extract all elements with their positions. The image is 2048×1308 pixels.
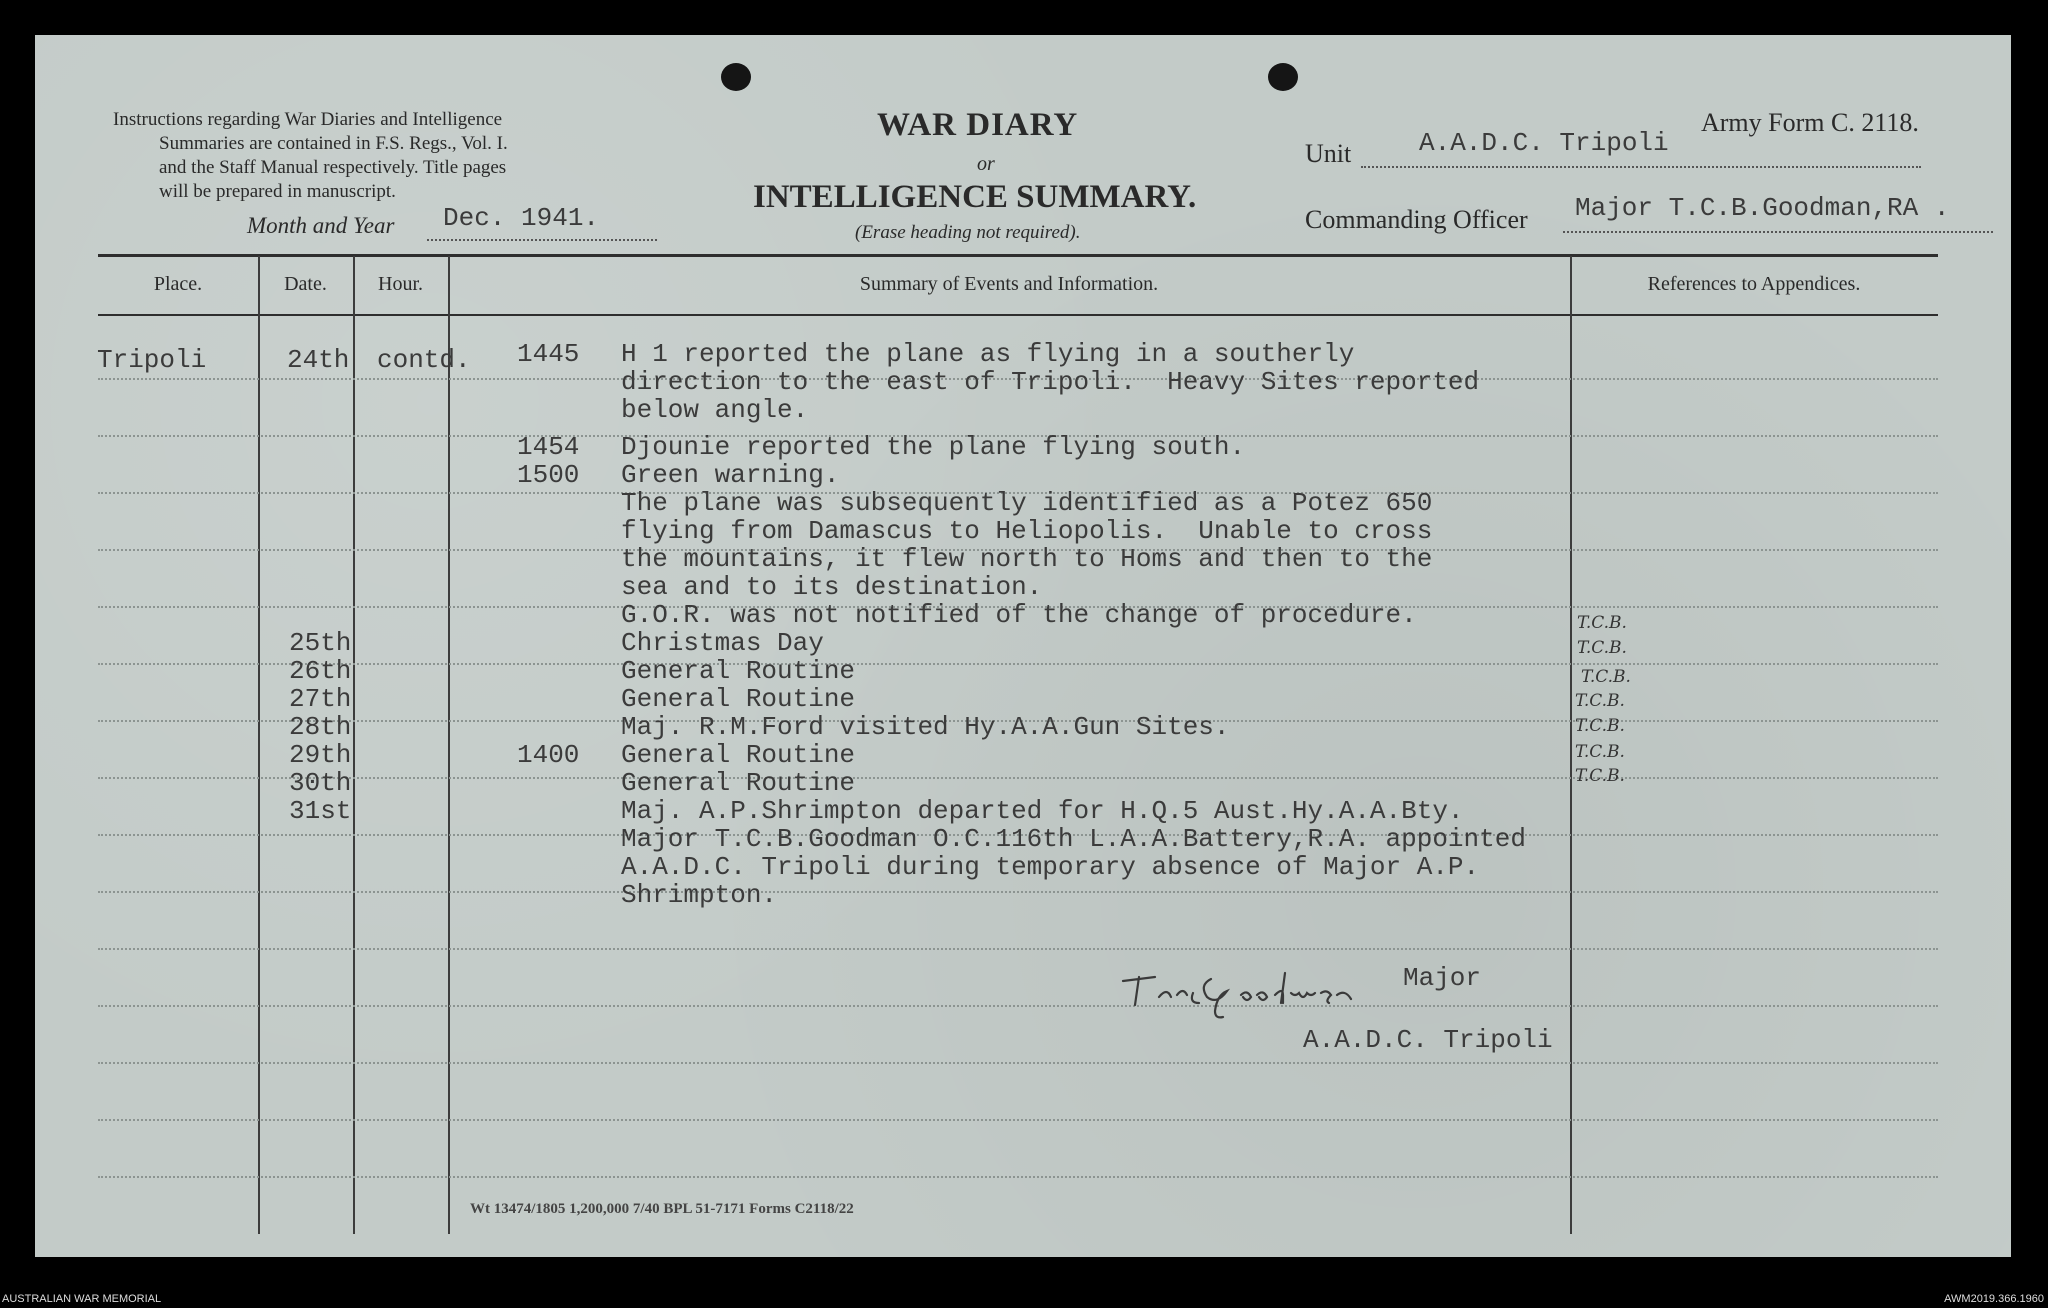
month-year-dots [427, 239, 657, 241]
initials-mark: T.C.B. [1575, 691, 1625, 711]
instructions-block [113, 108, 508, 204]
title-or: or [977, 153, 995, 175]
column-rule-summary [1570, 256, 1572, 1234]
archive-accession-number: AWM2019.366.1960 [1944, 1293, 2044, 1305]
archive-footer [0, 1292, 2048, 1308]
printer-line: Wt 13474/1805 1,200,000 7/40 BPL 51-7171 Forms C2118/22 [470, 1201, 854, 1217]
ruled-line [98, 1119, 1938, 1121]
column-rule-hour [448, 256, 450, 1234]
signature-title: A.A.D.C. Tripoli [1303, 1025, 1553, 1055]
ruled-line [98, 1005, 1938, 1007]
ruled-line [98, 1062, 1938, 1064]
column-rule-place [258, 256, 260, 1234]
instructions-line: will be prepared in manuscript. [159, 181, 396, 202]
entry-hour-1500: 1500 [517, 460, 580, 490]
entry-dates-25-31: 25th 26th 27th 28th 29th 30th 31st [289, 628, 352, 826]
unit-dots [1361, 166, 1921, 168]
erase-heading-note: (Erase heading not required). [855, 222, 1081, 243]
commanding-officer-value: Major T.C.B.Goodman,RA . [1575, 193, 1950, 223]
unit-label: Unit [1305, 139, 1352, 168]
commanding-officer-label: Commanding Officer [1305, 205, 1528, 234]
archive-name: AUSTRALIAN WAR MEMORIAL [2, 1293, 162, 1305]
column-rule-date [353, 256, 355, 1234]
initials-mark: T.C.B. [1575, 716, 1625, 736]
column-header-date: Date. [284, 273, 327, 295]
column-header-summary: Summary of Events and Information. [859, 273, 1159, 295]
entry-hour-1454: 1454 [517, 432, 580, 462]
entry-text-1445: H 1 reported the plane as flying in a southerly direction to the east of Tripoli. Heavy Sites reported below angle. [621, 339, 1480, 425]
initials-mark: T.C.B. [1575, 742, 1625, 762]
entry-text-1454: Djounie reported the plane flying south. [621, 432, 1246, 462]
entry-place: Tripoli [97, 345, 207, 375]
month-year-label: Month and Year [247, 213, 395, 238]
column-header-place: Place. [153, 273, 203, 295]
table-header-rule [98, 314, 1938, 316]
signature-rank: Major [1403, 963, 1482, 993]
instructions-line: Summaries are contained in F.S. Regs., Vol. I. [159, 133, 508, 154]
signature-handwritten [1115, 963, 1415, 1023]
initials-mark: T.C.B. [1581, 667, 1631, 687]
initials-mark: T.C.B. [1577, 638, 1627, 658]
column-header-references: References to Appendices. [1647, 273, 1861, 295]
punch-hole-right [1268, 63, 1298, 91]
unit-value: A.A.D.C. Tripoli [1419, 128, 1669, 158]
month-year-value: Dec. 1941. [443, 203, 600, 233]
title-intelligence-summary: INTELLIGENCE SUMMARY. [753, 179, 1197, 215]
instructions-line: Instructions regarding War Diaries and Intelligence [113, 109, 503, 130]
table-top-rule [98, 254, 1938, 257]
ruled-line [98, 948, 1938, 950]
column-header-hour: Hour. [378, 273, 423, 295]
commanding-officer-dots [1563, 231, 1993, 233]
ruled-line [98, 1176, 1938, 1178]
instructions-line: and the Staff Manual respectively. Title pages [159, 157, 507, 178]
entry-contd: contd. [377, 345, 471, 375]
title-war-diary: WAR DIARY [877, 107, 1079, 143]
initials-mark: T.C.B. [1577, 613, 1627, 633]
entry-text-25-31: Christmas Day General Routine General Routine Maj. R.M.Ford visited Hy.A.A.Gun Sites. General Routine General Routine Maj. A.P.Shrimpton departed for H.Q.5 Aust.Hy.A.A.Bty. Major T.C.B.Goodman O.C.116th L.A.A.Battery,R.A. appointed A.A.D.C. Tripoli during temporary absence of Major A.P. Shrimpton. [621, 628, 1526, 910]
entry-hour-1400: 1400 [517, 740, 580, 770]
army-form-number: Army Form C. 2118. [1701, 108, 1919, 137]
entry-date-24th: 24th [287, 345, 350, 375]
entry-text-1500: Green warning. The plane was subsequently identified as a Potez 650 flying from Damascus to Heliopolis. Unable to cross the mountains, it flew north to Homs and then to the sea and to its destination. G.O.R. was not notified of the change of procedure. [621, 460, 1433, 630]
war-diary-page [35, 35, 2011, 1257]
initials-mark: T.C.B. [1575, 766, 1625, 786]
entry-hour-1445: 1445 [517, 339, 580, 369]
punch-hole-left [721, 63, 751, 91]
